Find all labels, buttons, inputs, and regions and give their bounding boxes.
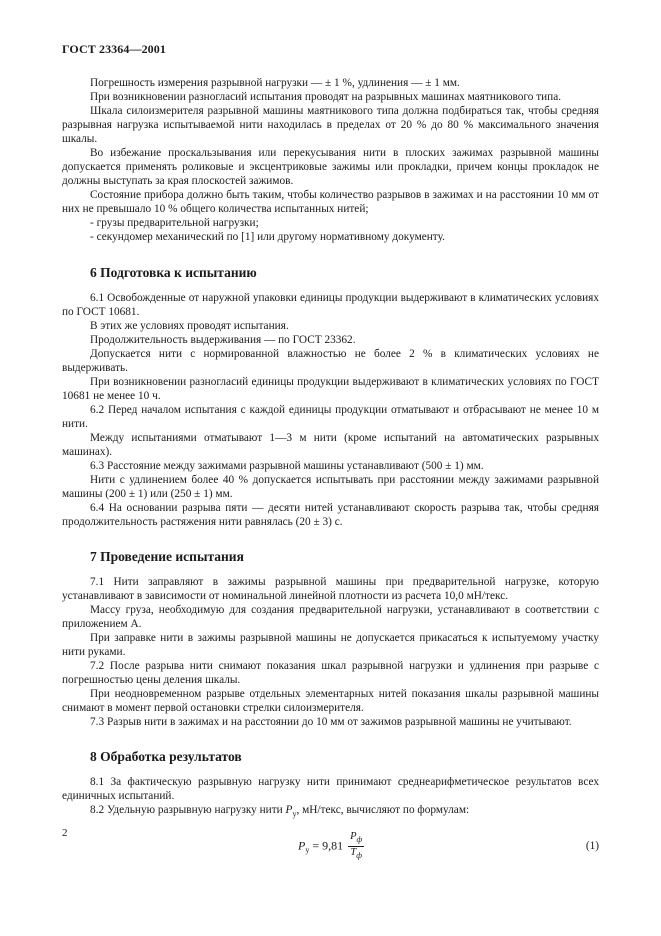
paragraph-prefix: 8.2 Удельную разрывную нагрузку нити: [90, 804, 286, 816]
formula-number: (1): [585, 840, 599, 853]
section-8-body: [62, 775, 599, 821]
variable: P: [285, 804, 293, 816]
paragraph: При возникновении разногласий единицы продукции выдерживают в климатических условиях по ГОСТ 10681 не менее 10 ч.: [62, 376, 599, 402]
formula-expression: [298, 831, 364, 862]
paragraph: 6.1 Освобожденные от наружной упаковки единицы продукции выдерживают в климатических условиях по ГОСТ 10681.: [62, 292, 599, 318]
intro-paragraph: Состояние прибора должно быть таким, чтобы количество разрывов в зажимах и на расстоянии 10 мм от них не превышало 10 % общего количества испытанных нитей;: [62, 189, 599, 215]
formula-lhs-subscript: у: [305, 845, 310, 855]
list-item: - грузы предварительной нагрузки;: [90, 217, 259, 229]
paragraph: 7.3 Разрыв нити в зажимах и на расстоянии до 10 мм от зажимов разрывной машины не учитывают.: [90, 716, 572, 728]
denominator-subscript: ф: [356, 851, 362, 861]
list-item: - секундомер механический по [1] или другому нормативному документу.: [90, 231, 445, 243]
paragraph: При неодновременном разрыве отдельных элементарных нитей показания шкалы разрывной машины снимают в момент первой остановки стрелки силоизмерителя.: [62, 688, 599, 714]
formula-1: [62, 825, 599, 865]
numerator-subscript: ф: [356, 835, 363, 845]
paragraph: 6.4 На основании разрыва пяти — десяти нитей устанавливают скорость разрыва так, чтобы средняя продолжительность растяжения нити равнялась (20 ± 3) с.: [62, 502, 599, 528]
paragraph: В этих же условиях проводят испытания.: [90, 320, 289, 332]
paragraph: 6.3 Расстояние между зажимами разрывной машины устанавливают (500 ± 1) мм.: [90, 460, 484, 472]
paragraph: Между испытаниями отматывают 1—3 м нити (кроме испытаний на автоматических разрывных машинах).: [62, 432, 599, 458]
section-7-body: [62, 575, 599, 729]
formula-fraction: [348, 831, 364, 862]
intro-block: [62, 76, 599, 244]
numerator-var: P: [350, 831, 357, 843]
section-6-body: [62, 291, 599, 529]
paragraph: 8.1 За фактическую разрывную нагрузку нити принимают среднеарифметическое результатов всех единичных испытаний.: [62, 776, 599, 802]
page-number: 2: [62, 827, 68, 839]
intro-paragraph: Во избежание проскальзывания или перекусывания нити в плоских зажимах разрывной машины допускается применять роликовые и эксцентриковые зажимы или прокладки, причем концы прокладок не должны выступать за края плоскостей зажимов.: [62, 147, 599, 187]
paragraph: 6.2 Перед началом испытания с каждой единицы продукции отматывают и отбрасывают не менее 10 м нити.: [62, 404, 599, 430]
section-8-heading: 8 Обработка результатов: [90, 749, 242, 764]
formula-equals: =: [309, 838, 323, 853]
paragraph-suffix: , мН/текс, вычисляют по формулам:: [296, 804, 470, 816]
intro-paragraph: При возникновении разногласий испытания проводят на разрывных машинах маятникового типа.: [90, 91, 562, 103]
intro-paragraph: Шкала силоизмерителя разрывной машины маятникового типа должна подбираться так, чтобы средняя разрывная нагрузка испытываемой нити находилась в пределах от 20 % до 80 % максимального значения шкалы.: [62, 105, 599, 145]
fraction-denominator: [348, 847, 364, 862]
section-7-heading: 7 Проведение испытания: [90, 549, 244, 564]
formula-coefficient: 9,81: [322, 838, 344, 853]
variable-subscript: у: [292, 809, 297, 819]
paragraph: Массу груза, необходимую для создания предварительной нагрузки, устанавливают в соответствии с приложением А.: [62, 604, 599, 630]
paragraph: Продолжительность выдерживания — по ГОСТ 23362.: [90, 334, 356, 346]
paragraph-8-2: [62, 803, 599, 821]
denominator-var: T: [350, 847, 357, 859]
section-6-heading: 6 Подготовка к испытанию: [90, 265, 257, 280]
paragraph: 7.2 После разрыва нити снимают показания шкал разрывной нагрузки и удлинения при разрыве с погрешностью цены деления шкалы.: [62, 660, 599, 686]
intro-paragraph: Погрешность измерения разрывной нагрузки — ± 1 %, удлинения — ± 1 мм.: [90, 77, 460, 89]
fraction-numerator: [348, 831, 364, 847]
document-header: ГОСТ 23364—2001: [62, 42, 166, 56]
paragraph: Нити с удлинением более 40 % допускается испытывать при расстоянии между зажимами разрывной машины (200 ± 1) или (250 ± 1) мм.: [62, 474, 599, 500]
paragraph: Допускается нити с нормированной влажностью не более 2 % в климатических условиях не выдерживать.: [62, 348, 599, 374]
page-content: [62, 76, 599, 865]
paragraph: При заправке нити в зажимы разрывной машины не допускается прикасаться к испытуемому участку нити руками.: [62, 632, 599, 658]
paragraph: 7.1 Нити заправляют в зажимы разрывной машины при предварительной нагрузке, которую устанавливают в зависимости от номинальной линейной плотности из расчета 10,0 мН/текс.: [62, 576, 599, 602]
formula-lhs: P: [298, 838, 306, 853]
